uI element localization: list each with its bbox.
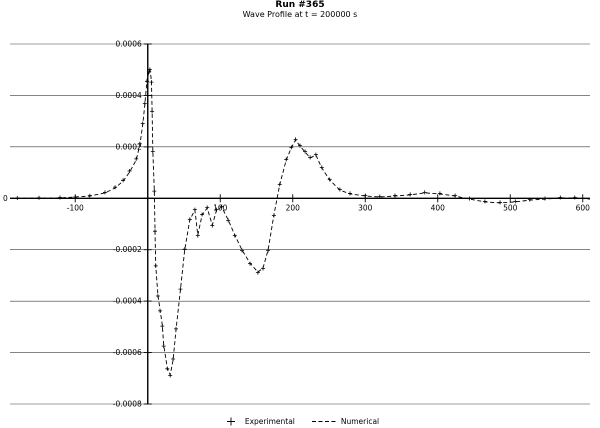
experimental-marker-sample <box>221 417 241 426</box>
y-tick-label: -0.0004 <box>112 296 142 306</box>
legend-label-experimental: Experimental <box>244 417 295 426</box>
x-tick-label: 500 <box>503 203 518 213</box>
numerical-line-sample <box>311 417 337 426</box>
experimental-series-markers <box>15 68 577 378</box>
y-tick-label: -0.0008 <box>112 399 142 409</box>
y-tick-label: -0.0002 <box>112 245 142 255</box>
numerical-series-line <box>10 69 590 375</box>
y-tick-label: 0.0004 <box>115 90 142 100</box>
y-tick-label: 0.0002 <box>115 142 142 152</box>
y-tick-label: 0 <box>3 193 8 203</box>
y-tick-label: -0.0006 <box>112 348 142 358</box>
chart-legend <box>0 417 600 426</box>
x-tick-label: -100 <box>66 203 84 213</box>
x-tick-label: 400 <box>430 203 445 213</box>
chart-title: Run #365 <box>275 0 325 10</box>
x-tick-label: 600 <box>575 203 590 213</box>
chart-title-block <box>0 0 600 20</box>
legend-item-experimental <box>221 417 295 426</box>
x-tick-label: 300 <box>358 203 373 213</box>
legend-label-numerical: Numerical <box>340 417 380 426</box>
chart-subtitle: Wave Profile at t = 200000 s <box>242 10 358 19</box>
y-tick-label: 0.0006 <box>115 39 142 49</box>
x-tick-label: 200 <box>285 203 300 213</box>
x-tick-label: 100 <box>213 203 228 213</box>
legend-item-numerical <box>311 417 379 426</box>
